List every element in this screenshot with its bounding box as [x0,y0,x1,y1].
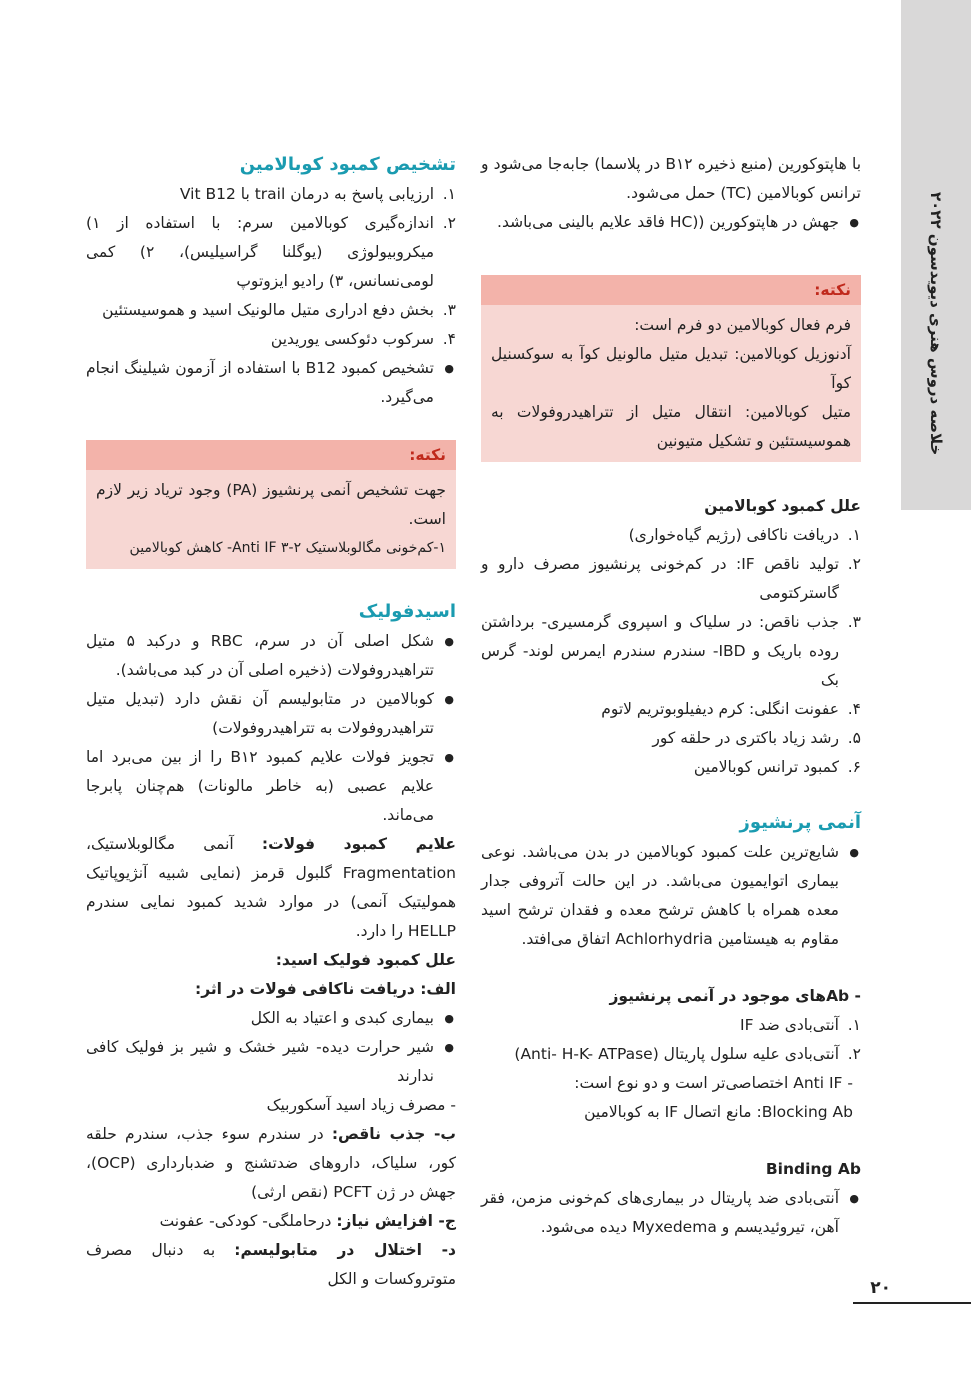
folic-heading: اسیدفولیک [358,601,456,622]
causes-heading: علل کمبود کوبالامین [704,497,861,515]
note-heading: نکته: [86,440,456,470]
note-box-pa-triad [86,440,456,569]
list-item: ۲. اندازه‌گیری کوبالامین سرم: با استفاده از ۱) میکروبیولوژی (یوگلنا گراسیلیس)، ۲) کمی لومی‌نسانس، ۳) رادیو ایزوتوپ [86,214,456,290]
folic-bullets [86,627,456,830]
alef-heading: الف: دریافت ناکافی فولات در اثر: [195,980,456,998]
list-item: ۲. تولید ناقص IF: در کم‌خونی پرنشیوز مصرف دارو و گاسترکتومی [481,555,861,602]
list-item: ۵. رشد زیاد باکتری در حلقه کور [652,729,861,747]
page-number: ۲۰ [870,1278,891,1298]
running-title: خلاصه دروس هنری دیویدسون ۲۰۲۲ [927,191,945,455]
blocking-line: Blocking Ab: مانع اتصال IF به کوبالامین [584,1103,853,1121]
list-item: ۶. کمبود ترانس کوبالامین [693,758,861,776]
binding-bullet: ● آنتی‌بادی ضد پاریتال در بیماری‌های کم‌خونی مزمن، فقر آهن، تیروئیدیسم و Myxedema دیده می‌شود. [481,1184,861,1242]
list-item: ۱. ارزیابی پاسخ به درمان trail با Vit B12 [179,185,456,203]
dal-paragraph: د- اختلال در متابولیسم: به دنبال مصرف متوتروکسات و الکل [86,1241,456,1288]
note-heading: نکته: [481,275,861,305]
note-line: جهت تشخیص آنمی پرنشیوز (PA) وجود تریاد زیر لازم است. [96,481,446,528]
alef-dash-line: - مصرف زیاد اسید آسکوربیک [266,1096,456,1114]
list-item: ۴. عفونت انگلی: کرم دیفیلوبوتریم لاتوم [601,700,861,718]
list-item: ۴. سرکوب دئوکسی یوریدین [270,330,456,348]
anti-if-line: - Anti IF اختصاصی‌تر است و دو نوع است: [574,1074,853,1092]
pernicious-heading: آنمی پرنشیوز [739,812,861,833]
list-item: ۱. دریافت ناکافی (رژیم گیاه‌خواری) [628,526,861,544]
folic-causes-heading: علل کمبود فولیک اسید: [275,951,456,969]
list-item: ● تجویز فولات علایم کمبود B۱۲ را از بین می‌برد اما علایم عصبی (به خاطر مالونات) هم‌چنان پابرجا می‌ماند. [86,743,456,830]
list-item: ۳. بخش دفع ادراری متیل مالونیک اسید و هموسیستئین [102,301,456,319]
binding-heading: Binding Ab [765,1160,861,1178]
intro-bullet: ● جهش در هاپتوکورین ((HC فاقد علایم بالینی می‌باشد. [481,208,861,237]
schilling-bullet: ● تشخیص کمبود B12 با استفاده از آزمون شیلینگ انجام می‌گیرد. [86,354,456,412]
list-item: ۱. آنتی‌بادی ضد IF [740,1016,861,1034]
intro-paragraph: با هاپتوکورین (منبع ذخیره B۱۲ در پلاسما) جابه‌جا می‌شود و ترانس کوبالامین (TC) حمل می‌شود. [481,155,862,202]
list-item: ● شکل اصلی آن در سرم، RBC و درکبد ۵ متیل تتراهیدروفولات (ذخیره اصلی آن در کبد می‌باشد). [86,627,456,685]
ab-list [481,1011,861,1069]
list-item: ● شیر حرارت دیده- شیر خشک و شیر بز فولیک کافی ندارند [86,1033,456,1091]
note-box-active-forms [481,275,861,462]
right-column [481,150,861,1242]
causes-list [481,521,861,782]
note-line: آدنوزیل کوبالامین: تبدیل متیل مالونیل کوآ به سوکسنیل کوآ [491,345,851,392]
list-item: ● کوبالامین در متابولیسم آن نقش دارد (تبدیل متیل تتراهیدروفولات به تتراهیدروفولات) [86,685,456,743]
ab-heading: - Abهای موجود در آنمی پرنشیوز [609,987,861,1005]
jim-paragraph: ج- افزایش نیاز: درحاملگی- کودکی- عفونت [159,1212,456,1230]
diagnosis-list [86,180,456,354]
page-number-rule [853,1302,971,1304]
be-paragraph: ب- جذب ناقص: در سندرم سوء جذب، سندرم حلقه کور، سلیاک، داروهای ضدتشنج و ضدبارداری (OCP)، جهش در ژن PCFT (نقص ارثی) [86,1125,456,1201]
note-line: ۱-کم‌خونی مگالوبلاستیک ۲-Anti IF ۳- کاهش کوبالامین [129,540,446,556]
diagnosis-heading: تشخیص کمبود کوبالامین [239,154,456,175]
note-line: فرم فعال کوبالامین دو فرم است: [634,316,851,334]
note-line: متیل کوبالامین: انتقال متیل از تتراهیدروفولات به هموسیستئین و تشکیل متیونین [491,403,851,450]
list-item: ● بیماری کبدی و اعتیاد به الکل [86,1004,456,1033]
left-column [86,150,456,1294]
pernicious-bullet: ● شایع‌ترین علت کمبود کوبالامین در بدن می‌باشد. نوعی بیماری اتوایمیون می‌باشد. در این حالت آتروفی جدار معده همراه با کاهش ترشح معده و فقدان ترشح اسید مقاوم به هیستامین Achlorhydria اتفاق می‌افتد. [481,838,861,954]
list-item: ۲. آنتی‌بادی علیه سلول پاریتال (Anti- H-K- ATPase) [514,1045,861,1063]
list-item: ۳. جذب ناقص: در سلیاک و اسپروی گرمسیری- برداشتن روده باریک و IBD- سندرم سندرم ایمرس لوند- گرس بک [481,613,861,689]
folate-symptoms: علایم کمبود فولات: آنمی مگالوبلاستیک، Fragmentation گلبول قرمز (نمایی شبیه آنژیوپاتیک همولیتیک آنمی) در موارد شدید کمبود نمایی سندرم HELLP را دارد. [86,835,457,940]
